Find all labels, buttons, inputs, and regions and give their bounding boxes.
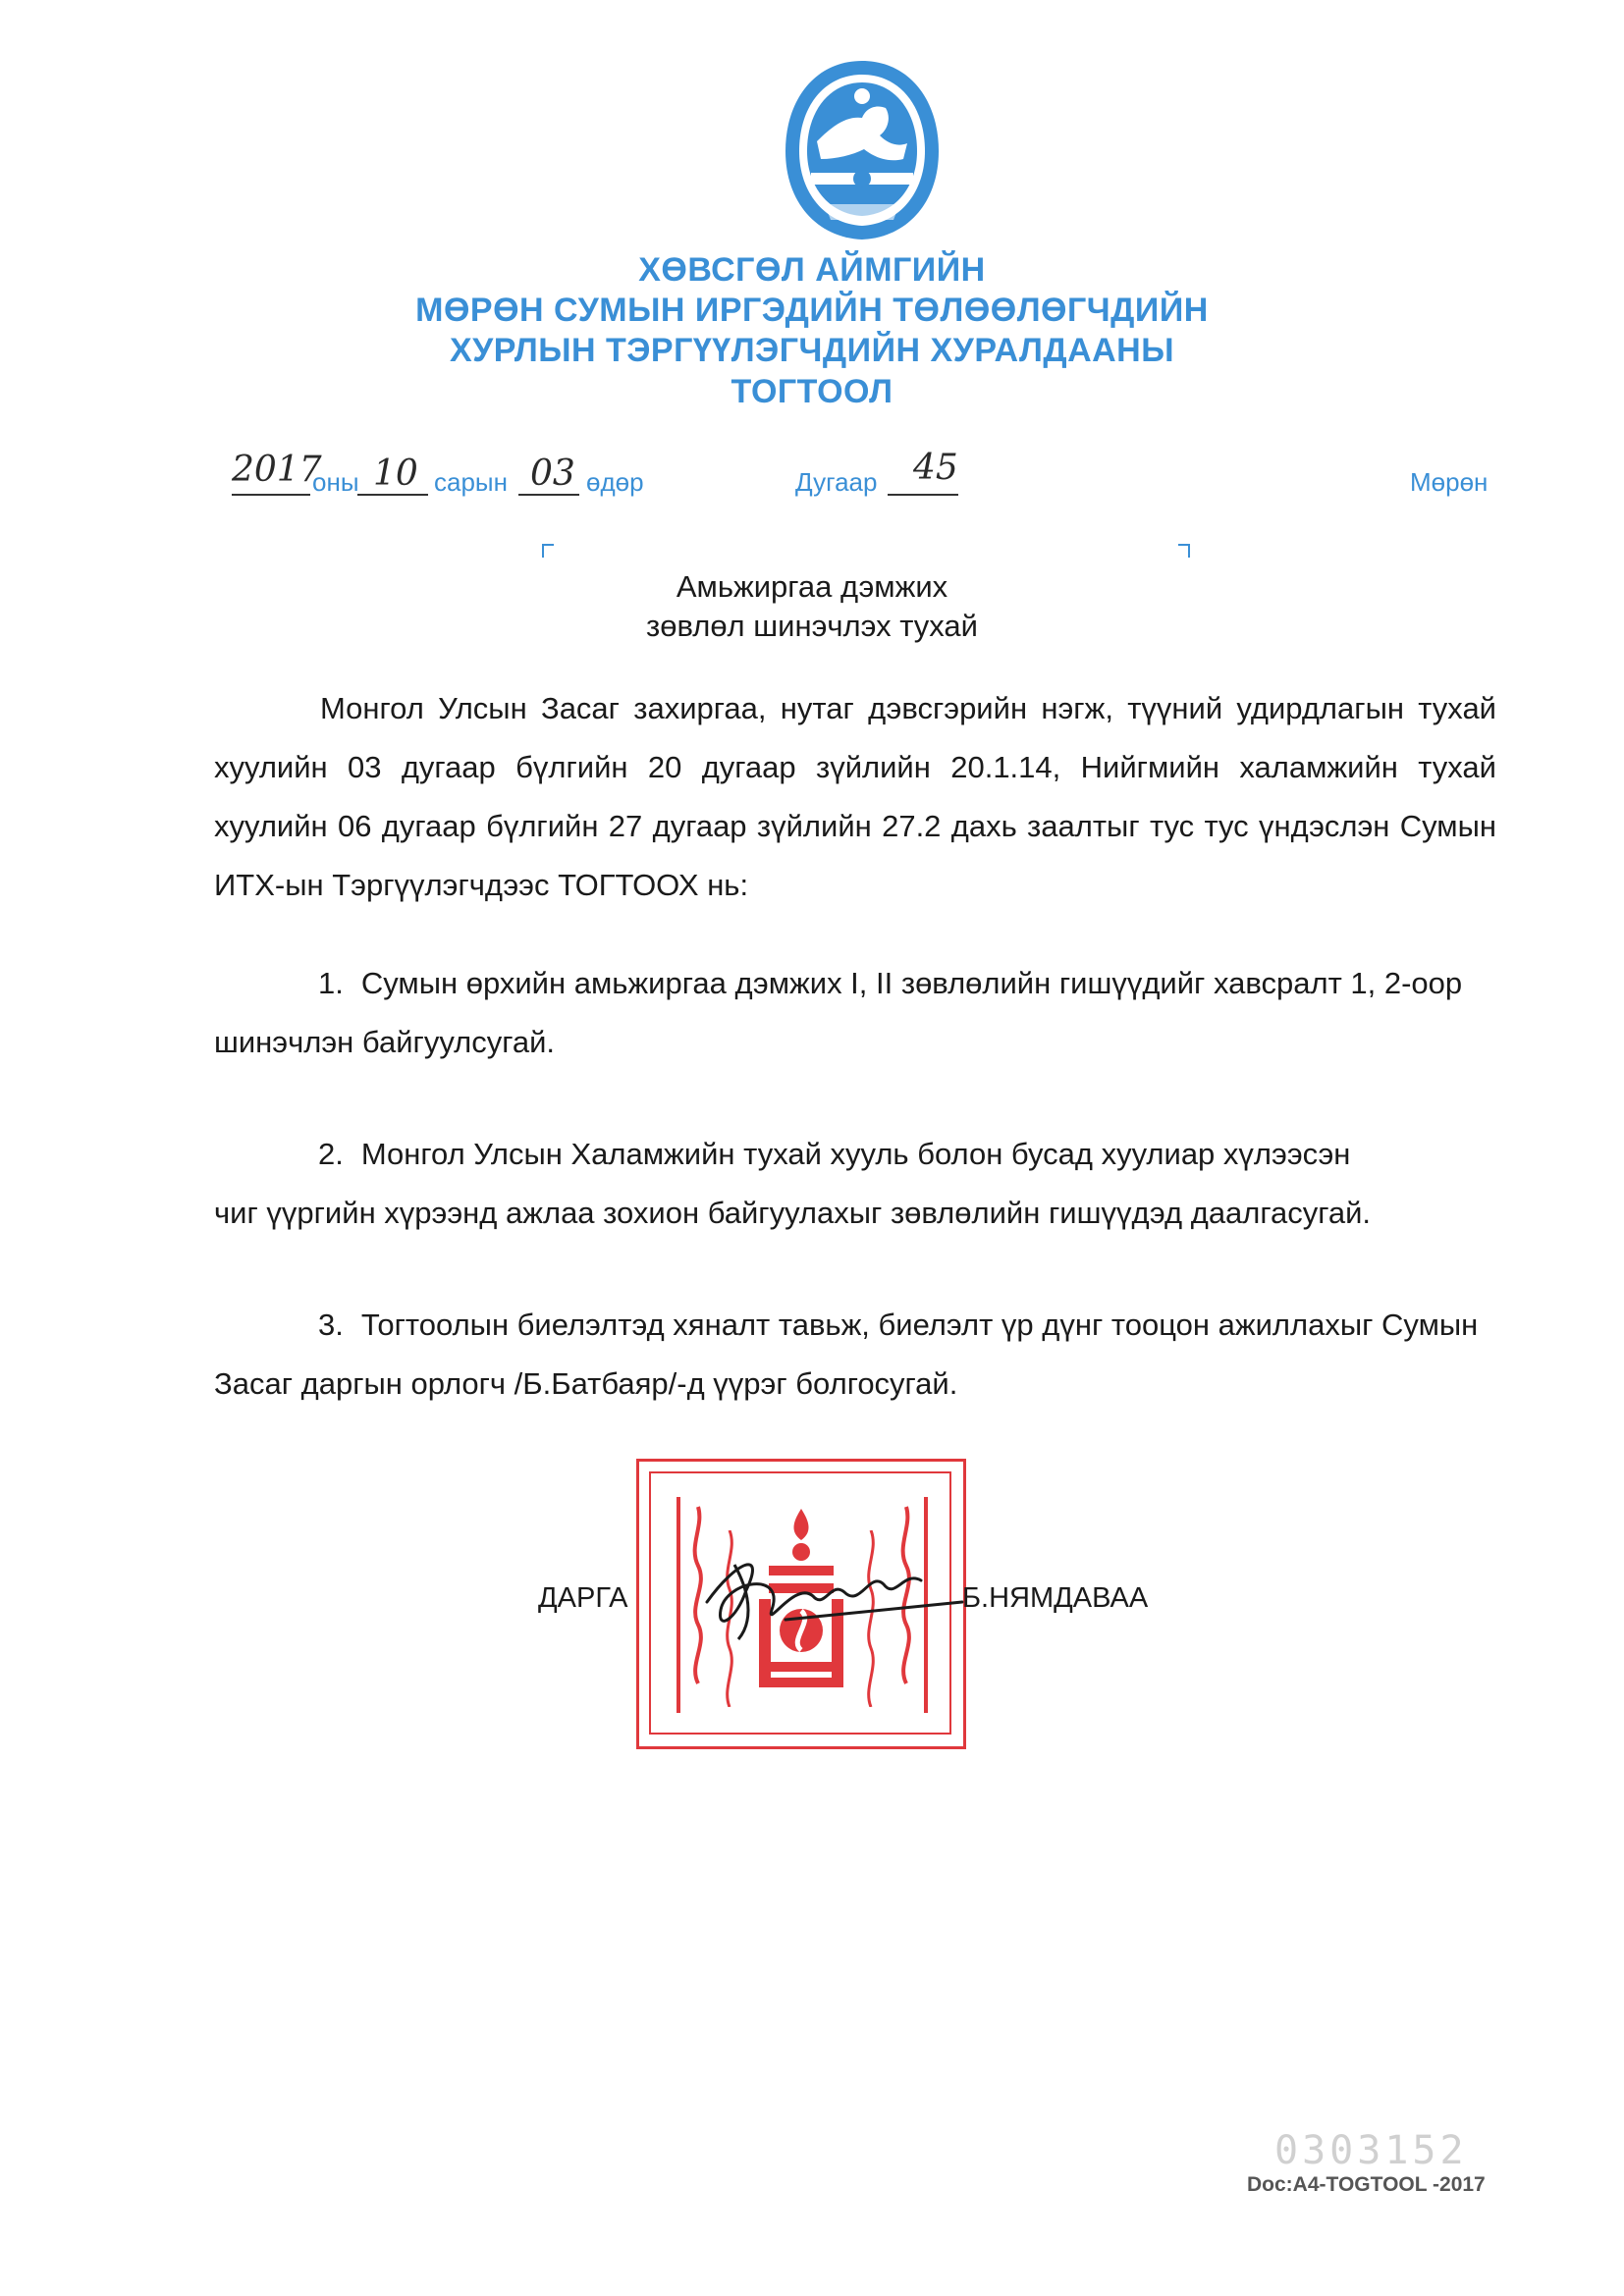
list-item-2 [214, 1125, 1496, 1243]
month-underline [357, 494, 428, 496]
number-label: Дугаар [795, 467, 878, 497]
day-underline [518, 494, 579, 496]
list-item-1-number: 1. [318, 966, 344, 1000]
header-resolution: ТОГТООЛ [731, 373, 893, 410]
state-emblem-icon [778, 57, 947, 243]
month-label: сарын [434, 467, 508, 497]
subject-line-1: Амьжиргаа дэмжих [676, 569, 948, 604]
list-item-3-number: 3. [318, 1308, 344, 1342]
date-day: 03 [530, 454, 575, 494]
list-item-2-text-line-1: Монгол Улсын Халамжийн тухай хууль болон бусад хуулиар хүлээсэн [360, 1137, 1351, 1171]
day-label: өдөр [586, 467, 644, 497]
list-item-1 [214, 954, 1496, 1072]
list-item-2-number: 2. [318, 1137, 344, 1171]
resolution-number: 45 [913, 448, 958, 488]
document-code: Doc:A4-TOGTOOL -2017 [1247, 2173, 1486, 2196]
signatory-title: ДАРГА [538, 1582, 628, 1614]
date-month: 10 [373, 454, 418, 494]
list-item-3-text: Тогтоолын биелэлтэд хяналт тавьж, биелэлт үр дүнг тооцон ажиллахыг Сумын Засаг даргын орлогч /Б.Батбаяр/-д үүрэг болгосугай. [214, 1308, 1479, 1401]
right-corner-mark [1178, 544, 1190, 558]
intro-paragraph: Монгол Улсын Засаг захиргаа, нутаг дэвсгэрийн нэгж, түүний удирдлагын тухай хуулийн 03 дугаар бүлгийн 20 дугаар зүйлийн 20.1.14, Нийгмийн халамжийн тухай хуулийн 06 дугаар бүлгийн 27 дугаар зүйлийн 27.2 дахь заалтыг тус тус үндэслэн Сумын ИТХ-ын Тэргүүлэгчдээс ТОГТООХ нь: [214, 691, 1496, 902]
registration-stamp-number: 0303152 [1274, 2128, 1468, 2173]
header-presidium: ХУРЛЫН ТЭРГҮҮЛЭГЧДИЙН ХУРАЛДААНЫ [449, 332, 1175, 369]
header-aimag: ХӨВСГӨЛ АЙМГИЙН [638, 251, 986, 289]
header-sum-council: МӨРӨН СУМЫН ИРГЭДИЙН ТӨЛӨӨЛӨГЧДИЙН [415, 292, 1209, 329]
subject-line-2: зөвлөл шинэчлэх тухай [646, 609, 978, 643]
number-underline [888, 494, 958, 496]
left-corner-mark [542, 544, 554, 558]
list-item-2-text-line-2: чиг үүргийн хүрээнд ажлаа зохион байгуулахыг зөвлөлийн гишүүдэд даалгасугай. [214, 1196, 1372, 1230]
list-item-1-text: Сумын өрхийн амьжиргаа дэмжих I, II зөвлөлийн гишүүдийг хавсралт 1, 2-оор шинэчлэн байгуулсугай. [214, 966, 1463, 1059]
year-label: оны [312, 467, 359, 497]
handwritten-signature [677, 1541, 972, 1649]
year-underline [232, 494, 310, 496]
place-name: Мөрөн [1410, 467, 1489, 497]
signatory-name: Б.НЯМДАВАА [962, 1582, 1149, 1614]
date-year: 2017 [232, 450, 322, 490]
list-item-3 [214, 1296, 1496, 1414]
